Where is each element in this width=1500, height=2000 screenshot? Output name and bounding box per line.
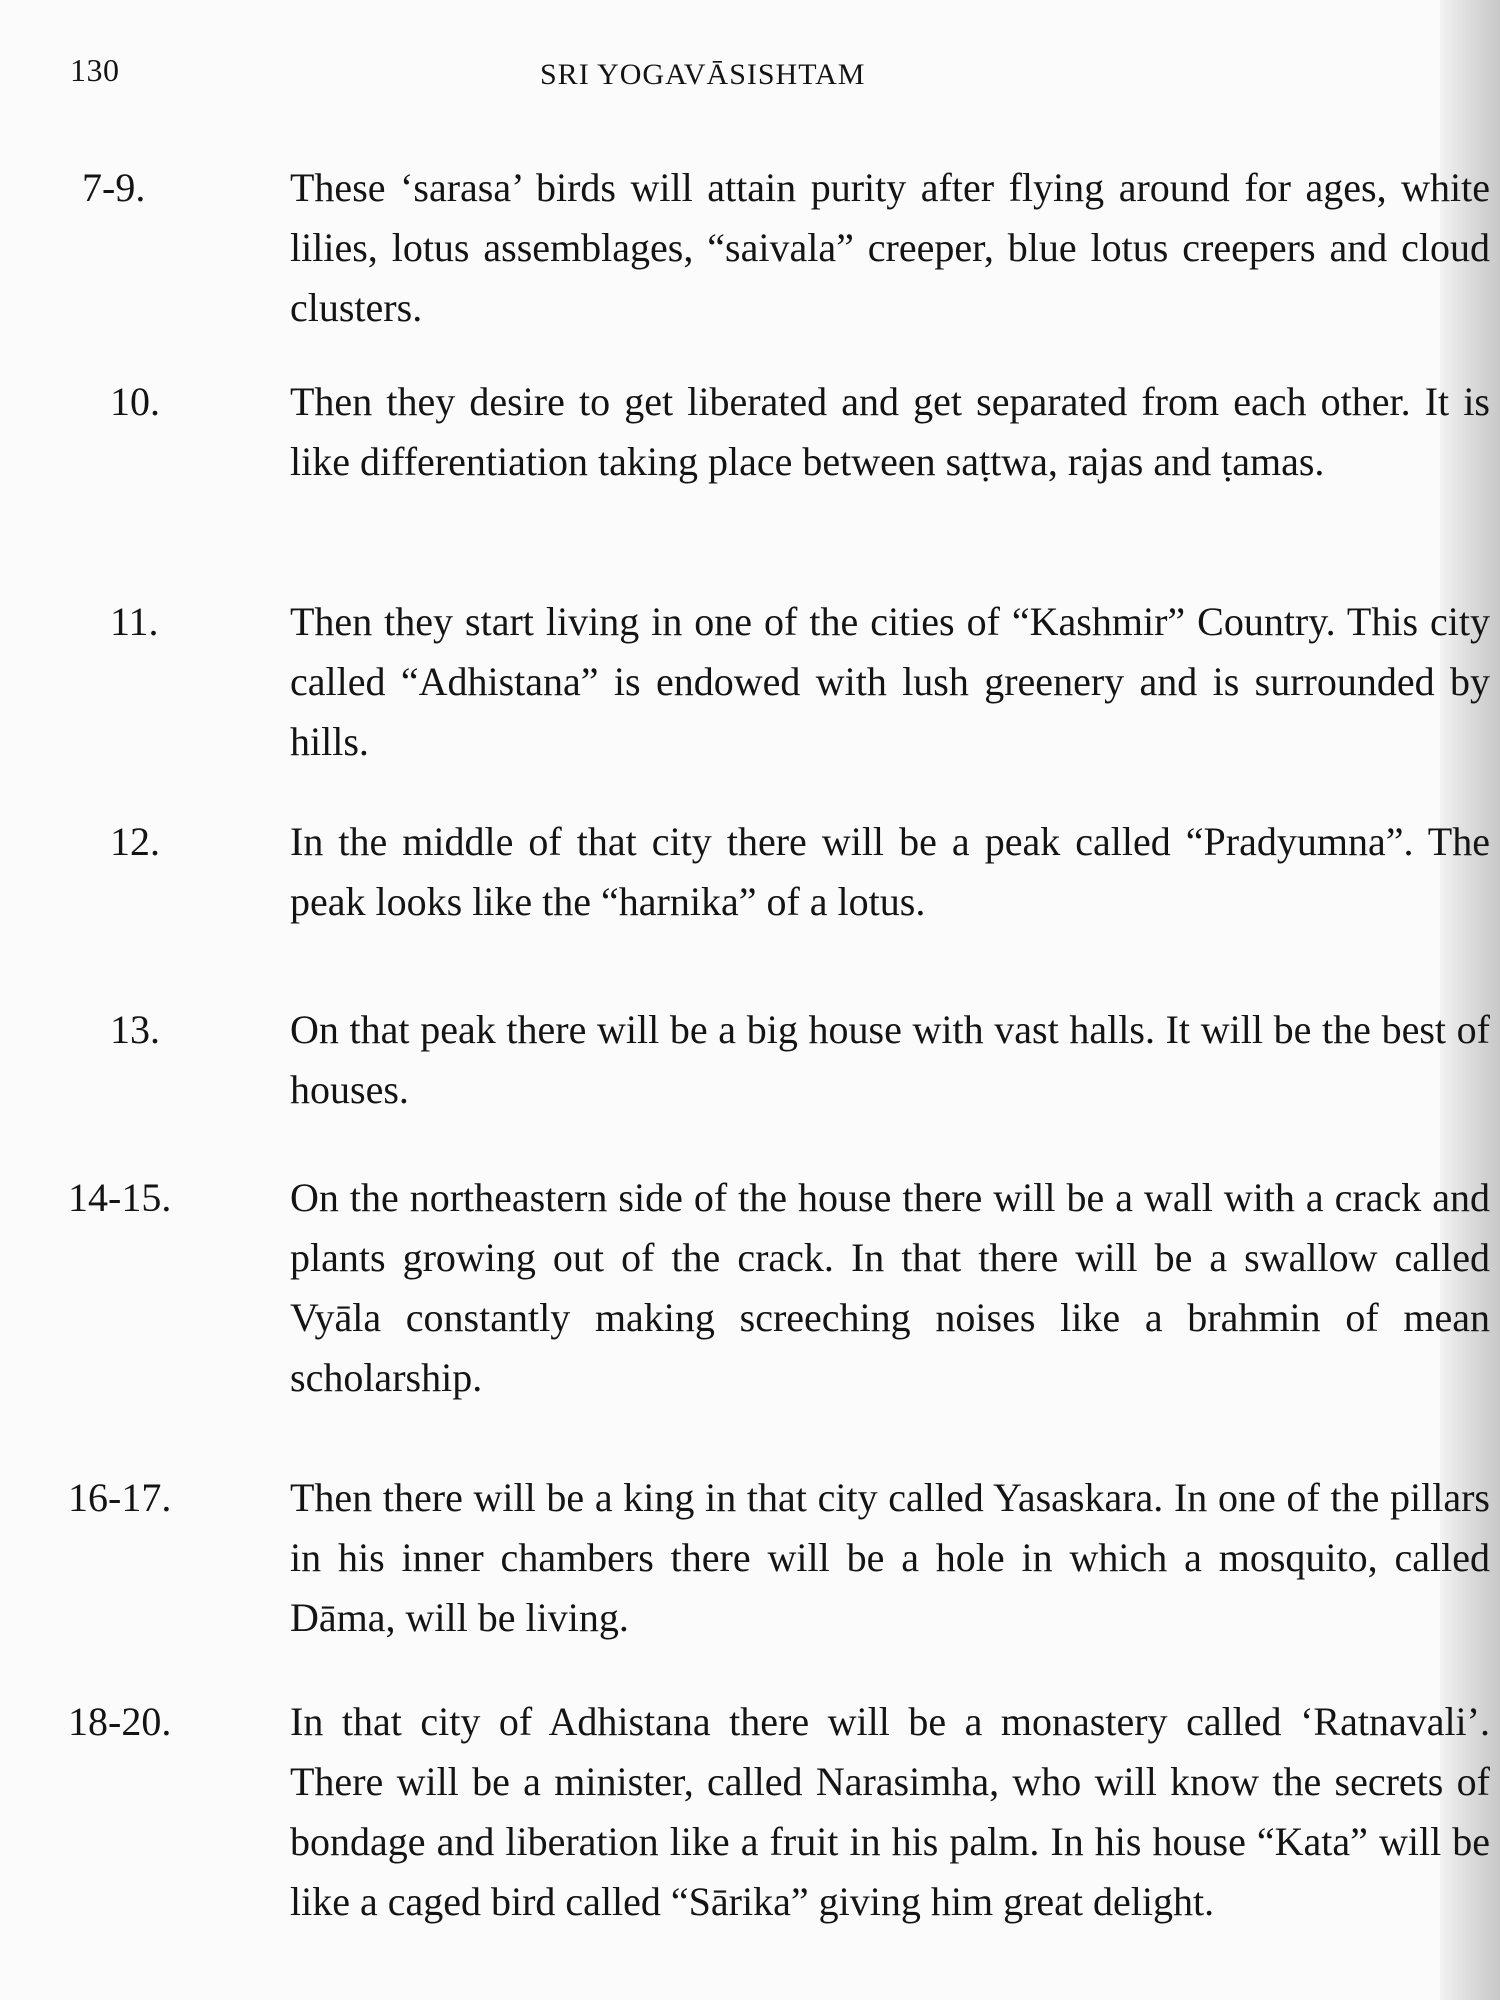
verse-number: 12.: [110, 819, 160, 864]
verse-16-17: [70, 1468, 1500, 1658]
verse-18-20: [70, 1692, 1500, 1992]
verse-12: [70, 812, 1500, 942]
verse-14-15: [70, 1168, 1500, 1418]
page-header: [70, 52, 1430, 102]
verse-number: 11.: [110, 599, 159, 644]
verse-number: 18-20.: [68, 1699, 172, 1744]
verse-number: 16-17.: [68, 1475, 172, 1520]
verse-number: 13.: [110, 1007, 160, 1052]
verse-text: Then they desire to get liberated and get separated from each other. It is like differentiation taking place between saṭtwa, rajas and ṭamas.: [290, 379, 1490, 484]
verse-number: 10.: [110, 379, 160, 424]
running-title: SRI YOGAVĀSISHTAM: [540, 58, 866, 91]
verse-text: In the middle of that city there will be a peak called “Pradyumna”. The peak looks like the “harnika” of a lotus.: [290, 819, 1490, 924]
verse-7-9: [70, 158, 1500, 348]
verse-text: On the northeastern side of the house there will be a wall with a crack and plants growing out of the crack. In that there will be a swallow called Vyāla constantly making screeching noises like a brahmin of mean scholarship.: [290, 1175, 1490, 1400]
verse-number: 7-9.: [82, 165, 146, 210]
verse-text: These ‘sarasa’ birds will attain purity after flying around for ages, white lilies, lotus assemblages, “saivala” creeper, blue lotus creepers and cloud clusters.: [290, 165, 1490, 330]
verse-11: [70, 592, 1500, 782]
verse-number: 14-15.: [68, 1175, 172, 1220]
verse-text: On that peak there will be a big house with vast halls. It will be the best of houses.: [290, 1007, 1490, 1112]
verse-text: Then there will be a king in that city called Yasaskara. In one of the pillars in his inner chambers there will be a hole in which a mosquito, called Dāma, will be living.: [290, 1475, 1490, 1640]
page-number: 130: [70, 52, 120, 88]
verse-text: In that city of Adhistana there will be a monastery called ‘Ratnavali’. There will be a minister, called Narasimha, who will know the secrets of bondage and liberation like a fruit in his palm. In his house “Kata” will be like a caged bird called “Sārika” giving him great delight.: [290, 1699, 1490, 1924]
verse-13: [70, 1000, 1500, 1130]
verse-text: Then they start living in one of the cities of “Kashmir” Country. This city called “Adhistana” is endowed with lush greenery and is surrounded by hills.: [290, 599, 1490, 764]
verse-10: [70, 372, 1500, 562]
